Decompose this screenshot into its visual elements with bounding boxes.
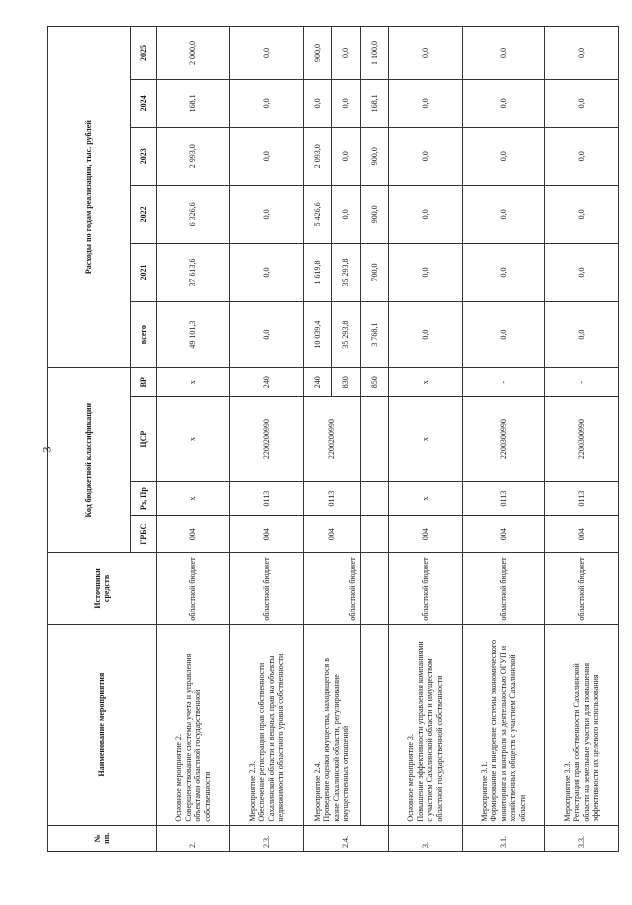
col-total-header: всего	[130, 302, 156, 368]
page-number: 3	[39, 446, 54, 453]
row-2024: 0,0	[303, 80, 331, 128]
row-grbs-empty	[360, 516, 388, 553]
table-row	[462, 27, 545, 852]
row-number: 3.3.	[545, 825, 619, 851]
row-grbs: 004	[389, 516, 462, 553]
row-vr: 240	[303, 368, 331, 397]
row-source: областной бюджет	[545, 553, 619, 624]
row-rzpr: 0113	[230, 481, 303, 515]
row-2025: 0,0	[545, 27, 619, 80]
row-name: Мероприятие 2.4. Проведение оценки имущества, находящегося в казне Сахалинской области, регулирование имущественных отношений	[303, 624, 360, 825]
row-total: 35 293,8	[332, 302, 360, 368]
row-2024: 168,1	[360, 80, 388, 128]
row-2025: 0,0	[230, 27, 303, 80]
row-grbs: 004	[156, 516, 229, 553]
row-2024: 0,0	[230, 80, 303, 128]
row-2022: 0,0	[545, 185, 619, 243]
col-grbs-header: ГРБС	[130, 516, 156, 553]
row-csr: х	[389, 397, 462, 482]
row-2021: 0,0	[389, 243, 462, 301]
row-2021: 37 613,6	[156, 243, 229, 301]
row-2022: 0,0	[462, 185, 545, 243]
row-source: областной бюджет	[156, 553, 229, 624]
row-number: 2.3.	[230, 825, 303, 851]
row-total: 0,0	[462, 302, 545, 368]
row-source: областной бюджет	[230, 553, 303, 624]
row-2023: 900,0	[360, 127, 388, 185]
table-row	[230, 27, 303, 852]
table-row	[156, 27, 229, 852]
row-number: 2.4.	[303, 825, 388, 851]
budget-table	[47, 26, 619, 852]
row-2021: 700,0	[360, 243, 388, 301]
row-2023: 0,0	[462, 127, 545, 185]
row-vr: 830	[332, 368, 360, 397]
row-csr: х	[156, 397, 229, 482]
col-num-header: № пп.	[48, 825, 157, 851]
row-2021: 35 293,8	[332, 243, 360, 301]
col-budget-code-header: Код бюджетной классификации	[48, 368, 131, 553]
row-2021: 0,0	[462, 243, 545, 301]
table-row	[545, 27, 619, 852]
row-csr: 2200200990	[230, 397, 303, 482]
row-2024: 0,0	[332, 80, 360, 128]
row-2025: 1 100,0	[360, 27, 388, 80]
row-2025: 900,0	[303, 27, 331, 80]
row-2025: 0,0	[332, 27, 360, 80]
table-row	[389, 27, 462, 852]
row-2022: 900,0	[360, 185, 388, 243]
row-rzpr: х	[156, 481, 229, 515]
col-csr-header: ЦСР	[130, 397, 156, 482]
col-source-header: Источники средств	[48, 553, 157, 624]
row-2021: 0,0	[545, 243, 619, 301]
row-name: Основное мероприятие 2. Совершенствование системы учета и управления объектами областной государственной собственности	[156, 624, 229, 825]
row-csr: 2200300990	[462, 397, 545, 482]
row-total: 0,0	[545, 302, 619, 368]
row-2023: 2 993,0	[156, 127, 229, 185]
col-2024-header: 2024	[130, 80, 156, 128]
row-total: 49 101,3	[156, 302, 229, 368]
row-name: Мероприятие 3.1. Формирование и внедрение системы экономического мониторинга и контроля за деятельностью ОГУП и хозяйственных обществ с участием Сахалинской области	[462, 624, 545, 825]
rotated-table-wrapper	[47, 26, 619, 852]
row-rzpr: 0113	[303, 481, 360, 515]
row-2023: 0,0	[545, 127, 619, 185]
col-2025-header: 2025	[130, 27, 156, 80]
col-2022-header: 2022	[130, 185, 156, 243]
row-vr: х	[156, 368, 229, 397]
row-source-empty	[360, 553, 388, 624]
row-name: Основное мероприятие 3. Повышение эффективности управления компаниями с участием Сахалинской области и имуществом областной государственной собственности	[389, 624, 462, 825]
row-csr: 2200200990	[303, 397, 360, 482]
row-vr: -	[462, 368, 545, 397]
row-2021: 0,0	[230, 243, 303, 301]
row-rzpr-empty	[360, 481, 388, 515]
row-vr: -	[545, 368, 619, 397]
row-total: 0,0	[230, 302, 303, 368]
row-name: Мероприятие 3.3. Регистрация прав собственности Сахалинской области на земельные участки для повышения эффективности их целевого использования	[545, 624, 619, 825]
row-vr: х	[389, 368, 462, 397]
row-2024: 0,0	[545, 80, 619, 128]
row-grbs: 004	[462, 516, 545, 553]
row-grbs: 004	[303, 516, 360, 553]
row-source: областной бюджет	[389, 553, 462, 624]
row-2023: 0,0	[332, 127, 360, 185]
table-row	[303, 27, 331, 852]
row-2025: 2 000,0	[156, 27, 229, 80]
row-csr: 2200300990	[545, 397, 619, 482]
col-2021-header: 2021	[130, 243, 156, 301]
row-number: 2.	[156, 825, 229, 851]
row-2023: 2 093,0	[303, 127, 331, 185]
row-2023: 0,0	[389, 127, 462, 185]
row-2022: 5 426,6	[303, 185, 331, 243]
col-expenses-header: Расходы по годам реализации, тыс. рублей	[48, 27, 131, 368]
row-csr-empty	[360, 397, 388, 482]
row-2024: 168,1	[156, 80, 229, 128]
row-2025: 0,0	[389, 27, 462, 80]
row-2021: 1 619,8	[303, 243, 331, 301]
row-2023: 0,0	[230, 127, 303, 185]
row-2024: 0,0	[462, 80, 545, 128]
row-grbs: 004	[230, 516, 303, 553]
col-rzpr-header: Рз, Пр	[130, 481, 156, 515]
row-2025: 0,0	[462, 27, 545, 80]
row-2024: 0,0	[389, 80, 462, 128]
row-2022: 0,0	[230, 185, 303, 243]
row-total: 0,0	[389, 302, 462, 368]
row-2022: 0,0	[389, 185, 462, 243]
row-name: Мероприятие 2.3. Обеспечение регистрации прав собственности Сахалинской области и вещных прав на объекты недвижимости областного уровня собственности	[230, 624, 303, 825]
row-source: областной бюджет	[462, 553, 545, 624]
row-2022: 6 326,6	[156, 185, 229, 243]
row-rzpr: х	[389, 481, 462, 515]
row-number: 3.	[389, 825, 462, 851]
row-name-empty	[360, 624, 388, 825]
row-vr: 850	[360, 368, 388, 397]
row-number: 3.1.	[462, 825, 545, 851]
row-vr: 240	[230, 368, 303, 397]
table-row	[360, 27, 388, 852]
row-total: 10 039,4	[303, 302, 331, 368]
col-name-header: Наименование мероприятия	[48, 624, 157, 825]
row-2022: 0,0	[332, 185, 360, 243]
row-source: областной бюджет	[303, 553, 360, 624]
col-vr-header: ВР	[130, 368, 156, 397]
row-rzpr: 0113	[545, 481, 619, 515]
row-total: 3 768,1	[360, 302, 388, 368]
row-rzpr: 0113	[462, 481, 545, 515]
row-grbs: 004	[545, 516, 619, 553]
col-2023-header: 2023	[130, 127, 156, 185]
header-row-1	[48, 27, 131, 852]
